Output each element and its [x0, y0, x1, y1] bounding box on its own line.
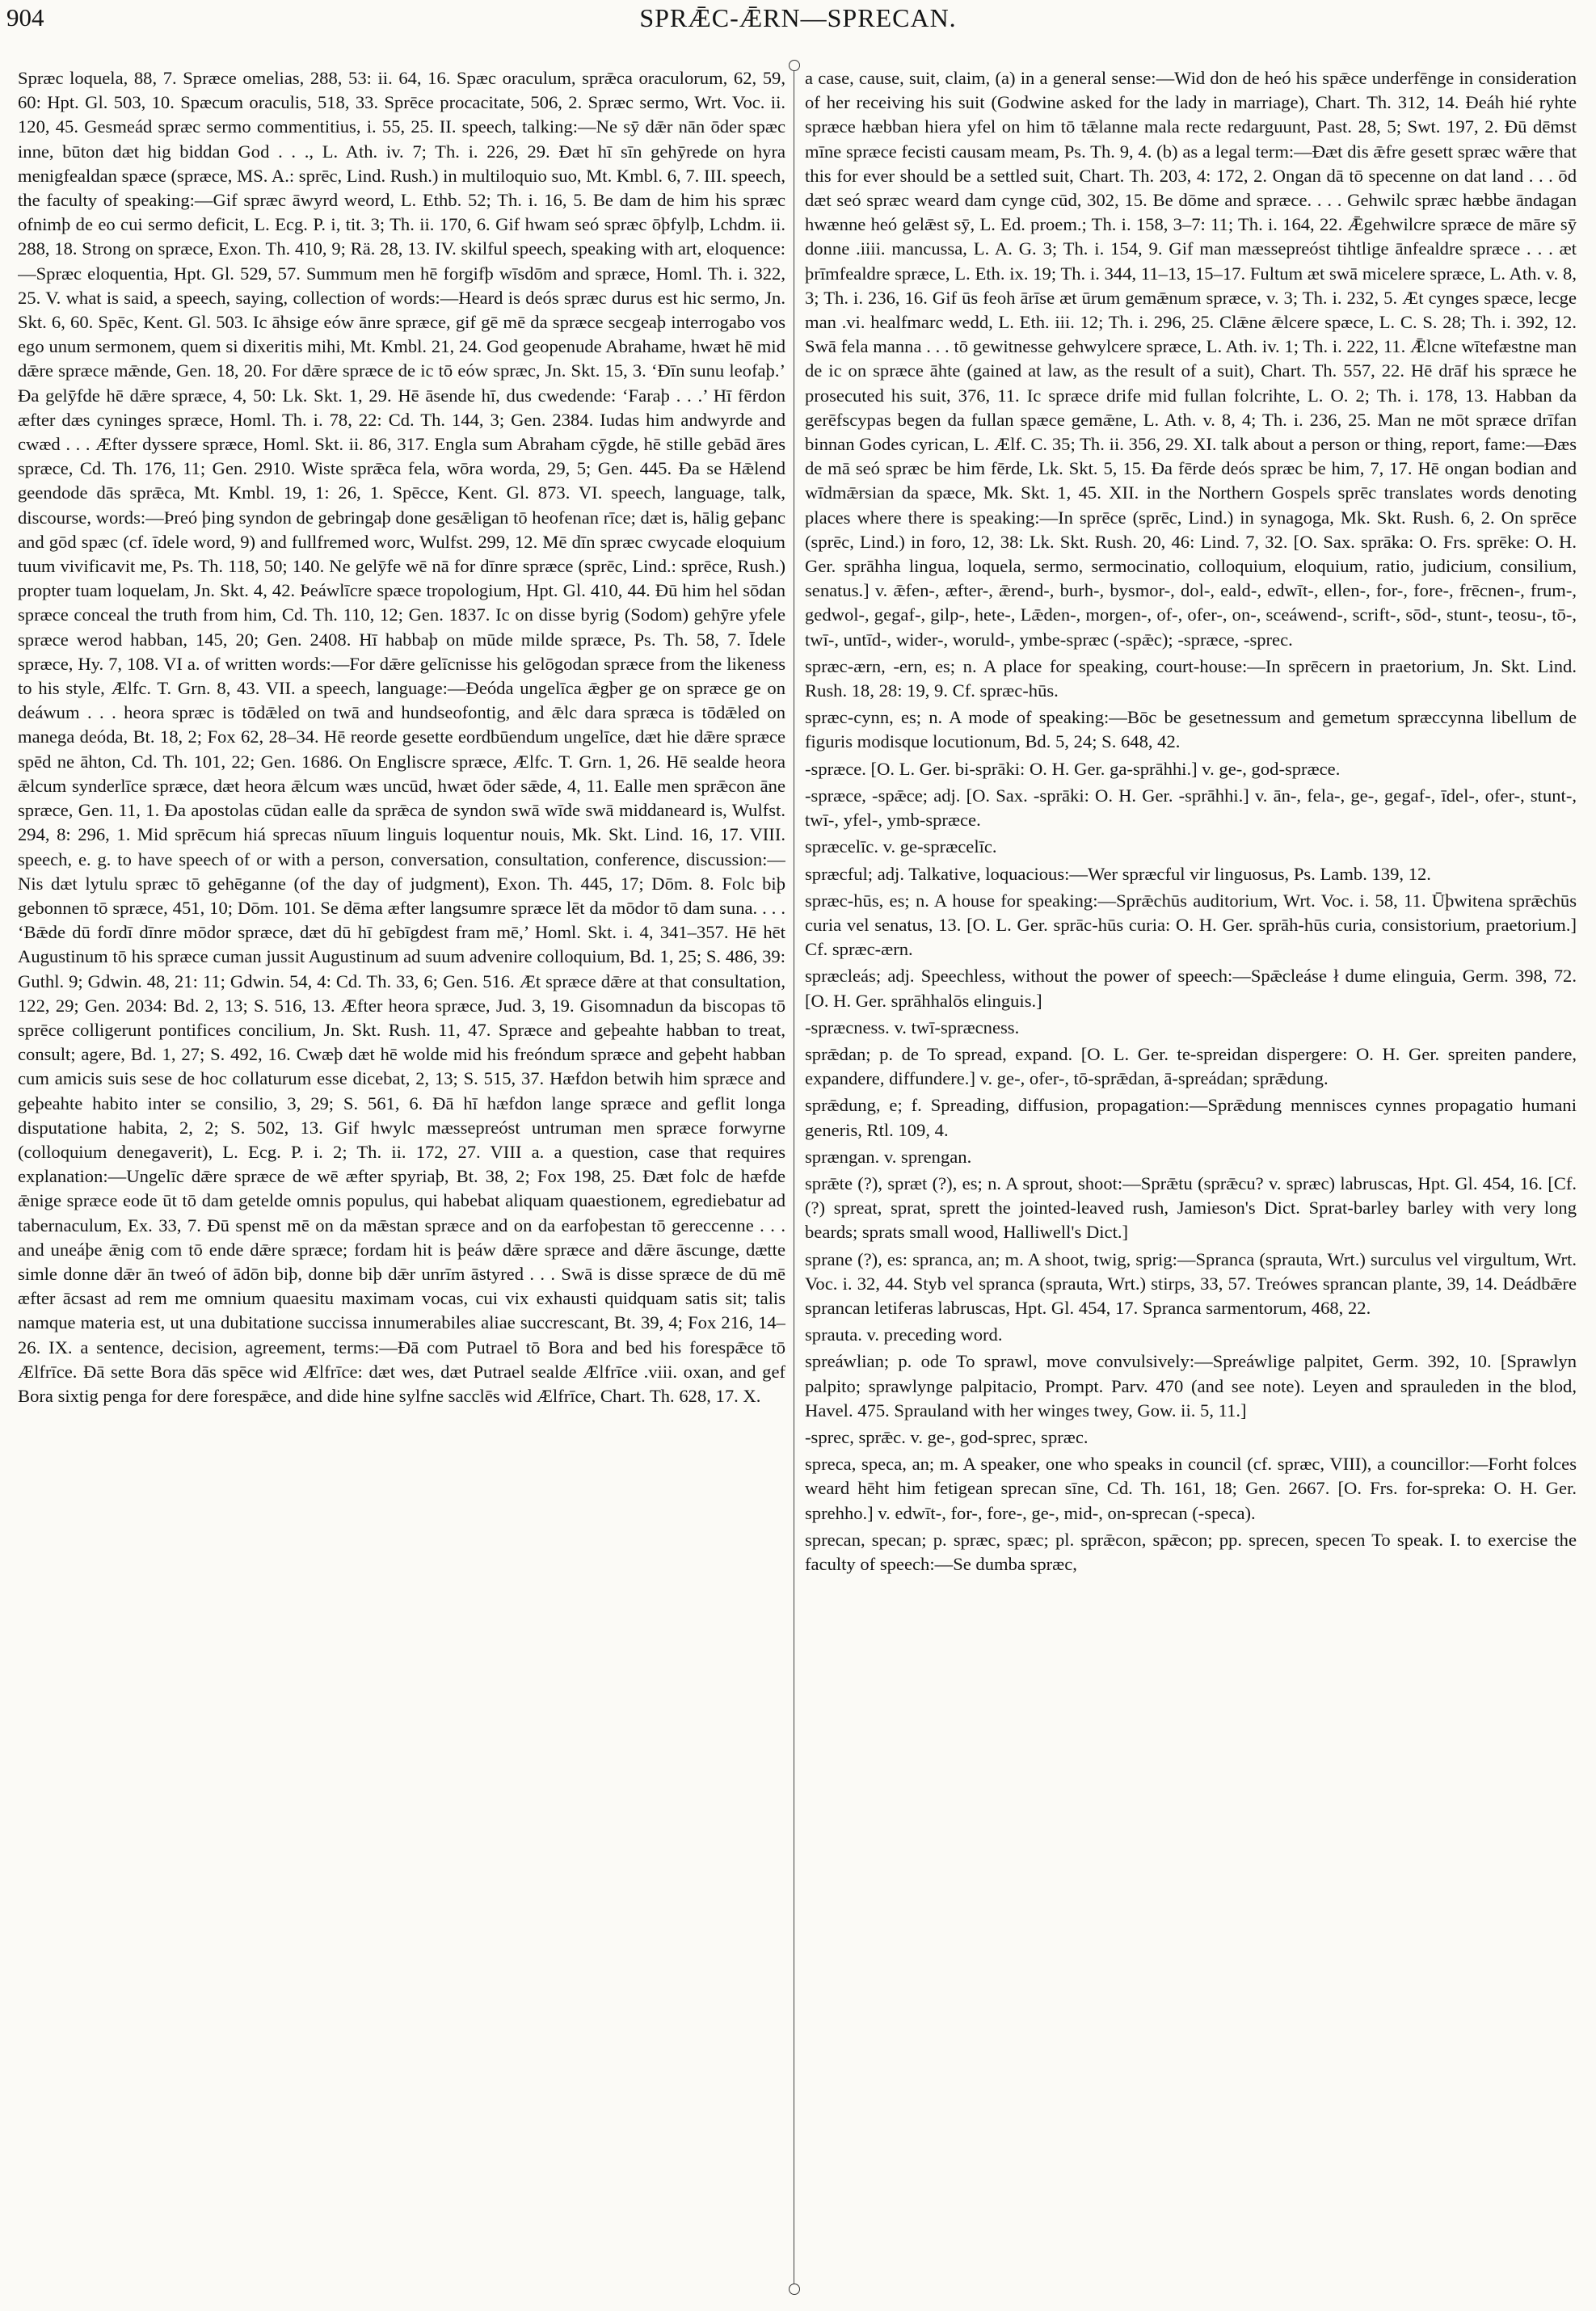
entry-spraengan: sprængan. v. sprengan. [805, 1146, 972, 1167]
entry-spraecness: -spræcness. v. twī-spræcness. [805, 1017, 1020, 1038]
entry-sprec: -sprec, sprǣc. v. ge-, god-sprec, spræc. [805, 1426, 1089, 1447]
entry-spraecelic: spræcelīc. v. ge-spræcelīc. [805, 836, 997, 857]
running-head: SPRǢC-ǢRN—SPRECAN. [639, 3, 957, 32]
entry-spraece-adj: -spræce, -spǣce; adj. [O. Sax. -sprāki: O. H. Ger. -sprāhhi.] v. ān-, fela-, ge-, gegaf-, īdel-, ofer-, stunt-, twī-, yfel-, ymb-spræce. [805, 785, 1577, 831]
entry-spraecleas: spræcleás; adj. Speechless, without the power of speech:—Spǣcleáse ł dume elinguia, Germ. 398, 72. [O. H. Ger. sprāhhalōs elinguis.] [805, 966, 1577, 1011]
entry-spraec-hus: spræc-hūs, es; n. A house for speaking:—Sprǣchūs auditorium, Wrt. Voc. i. 58, 11. Ūþwitena sprǣchūs curia vel senatus, 13. [O. L. Ger. sprāc-hūs curia: O. H. Ger. sprāh-hūs curia, consistorium, praetorium.] Cf. spræc-ærn. [805, 890, 1577, 960]
page-number: 904 [6, 3, 44, 32]
entry-spreawlian: spreáwlian; p. ode To sprawl, move convulsively:—Spreáwlige palpitet, Germ. 392, 10. [Sprawlyn palpito; sprawlynge palpitacio, Prompt. Parv. 470 (and see note). Leyen and sprauleden in the blod, Havel. 475. Sprauland with her winges twey, Gow. ii. 5, 11.] [805, 1351, 1577, 1421]
entry-continuation: a case, cause, suit, claim, (a) in a general sense:—Wid don de heó his spǣce underfēnge in consideration of her receiving his suit (Godwine asked for the lady in marriage), Chart. Th. 312, 14. Ðeáh hié ryhte spræce hæbban hiera yfel on him tō tǣlanne mala recte redarguunt, Past. 28, 5; Swt. 197, 2. Ðū dēmst mīne spræce fecisti causam meam, Ps. Th. 9, 4. (b) as a legal term:—Ðæt dis ǣfre gesett spræc wǣre that this for ever should be a settled suit, Chart. Th. 203, 4: 172, 2. Ongan dā tō specenne on dat land . . . ōd dæt seó spræc weard dam cynge cūd, 302, 15. Be dōme and spræce. . . . Gehwilc spræc hæbbe āndagan hwænne heó gelǣst sȳ, L. Ed. proem.; Th. i. 158, 3–7: 11; Th. i. 164, 22. Ǣgehwilcre spræce de māre sȳ donne .iiii. mancussa, L. A. G. 3; Th. i. 154, 9. Gif man mæssepreóst tihtlige ānfealdre spræce . . . æt þrīmfealdre spræce, L. Eth. ix. 19; Th. i. 344, 11–13, 15–17. Fultum æt swā micelere spræce, L. Ath. v. 8, 3; Th. i. 236, 16. Gif ūs feoh ārīse æt ūrum gemǣnum spræce, v. 3; Th. i. 232, 5. Æt cynges spæce, lecge man .vi. healfmarc wedd, L. Eth. iii. 12; Th. i. 296, 25. Clǣne ǣlcere spæce, L. C. S. 28; Th. i. 392, 12. Swā fela manna . . . tō gewitnesse gehwylcere spræce, L. Ath. iv. 1; Th. i. 222, 11. Ǣlcne wītefæstne man de ic on spræce āhte (gained at law, as the result of a suit), Chart. Th. 557, 22. Hē drāf his spræce he prosecuted his suit, 376, 11. Ic spræce drife mid fullan folcrihte, L. O. 2; Th. i. 178, 13. Habban da gerēfscypas begen da fullan spæce gemǣne, L. Ath. v. 8, 4; Th. i. 236, 25. Man ne mōt spræce drīfan binnan Godes cyrican, L. Ælf. C. 35; Th. ii. 356, 29. XI. talk about a person or thing, report, fame:—Ðæs de mā seó spræc be him fērde, Lk. Skt. 5, 15. Ða fērde deós spræc be him, 7, 17. Hē ongan bodian and wīdmǣrsian da spæce, Mk. Skt. 1, 45. XII. in the Northern Gospels sprēc translates words denoting places where there is speaking:—In sprēce (sprēc, Lind.) in synagoga, Mk. Skt. Rush. 6, 2. On sprēce (sprēc, Lind.) in foro, 12, 38: Lk. Skt. Rush. 20, 46: Lind. 7, 32. [O. Sax. sprāka: O. Frs. sprēke: O. H. Ger. sprāhha lingua, loquela, sermo, sermocinatio, colloquium, eloquium, ratio, judicium, consilium, senatus.] v. ǣfen-, æfter-, ǣrend-, burh-, bysmor-, dol-, eald-, edwīt-, ellen-, for-, fore-, frēcnen-, frum-, gedwol-, gegaf-, gilp-, hete-, Lǣden-, morgen-, of-, ofer-, on-, sceáwend-, scrift-, sōd-, stunt-, teosu-, tō-, twī-, untīd-, wider-, woruld-, ymbe-spræc (-spǣc); -spræce, -sprec. [805, 68, 1577, 650]
entry-spreca: spreca, speca, an; m. A speaker, one who speaks in council (cf. spræc, VIII), a councillor:—Forht folces weard hēht him fetigean sprecan sīne, Cd. Th. 161, 18; Gen. 2667. [O. Frs. for-spreka: O. H. Ger. sprehho.] v. edwīt-, for-, fore-, ge-, mid-, on-sprecan (-speca). [805, 1454, 1577, 1523]
right-column [805, 66, 1577, 2296]
entry-continuation: Spræc loquela, 88, 7. Spræce omelias, 288, 53: ii. 64, 16. Spæc oraculum, sprǣca oraculorum, 62, 59, 60: Hpt. Gl. 503, 10. Spæcum oraculis, 518, 33. Sprēce procacitate, 506, 2. Spræc sermo, Wrt. Voc. ii. 120, 45. Gesmeád spræc sermo commentitius, i. 55, 25. II. speech, talking:—Ne sȳ dǣr nān ōder spæc inne, būton dæt hig biddan God . . ., L. Ath. iv. 7; Th. i. 226, 29. Ðæt hī sīn gehȳrede on hyra menigfealdan spæce (spræce, MS. A.: sprēc, Lind. Rush.) in multiloquio suo, Mt. Kmbl. 6, 7. III. speech, the faculty of speaking:—Gif spræc āwyrd weord, L. Ethb. 52; Th. i. 16, 5. Be dam de him his spræc ofnimþ de eo cui sermo deficit, L. Ecg. P. i, tit. 3; Th. ii. 170, 6. Gif hwam seó spræc ōþfylþ, Lchdm. ii. 288, 18. Strong on spræce, Exon. Th. 410, 9; Rä. 28, 13. IV. skilful speech, speaking with art, eloquence:—Spræc eloquentia, Hpt. Gl. 529, 57. Summum men hē forgifþ wīsdōm and spræce, Homl. Th. i. 322, 25. V. what is said, a speech, saying, collection of words:—Heard is deós spræc durus est hic sermo, Jn. Skt. 6, 60. Spēc, Kent. Gl. 503. Ic āhsige eów ānre spræce, gif gē mē da spræce secgeaþ interrogabo vos ego unum sermonem, quem si dixeritis mihi, Mt. Kmbl. 21, 24. God geopenude Abrahame, hwæt hē mid dǣre spræce mǣnde, Gen. 18, 20. For dǣre spræce de ic tō eów spræc, Jn. Skt. 15, 3. ‘Ðīn sunu leofaþ.’ Ða gelȳfde hē dǣre spræce, 4, 50: Lk. Skt. 1, 29. Hē āsende hī, dus cwedende: ‘Faraþ . . .’ Hī fērdon æfter dæs cyninges spræce, Homl. Th. i. 78, 22: Cd. Th. 144, 3; Gen. 2384. Iudas him andwyrde and cwæd . . . Æfter dyssere spræce, Homl. Skt. ii. 86, 317. Engla sum Abraham cȳgde, hē stille gebād āres spræce, Cd. Th. 176, 11; Gen. 2910. Wiste sprǣca fela, wōra worda, 29, 5; Gen. 445. Ða se Hǣlend geendode dās sprǣca, Mt. Kmbl. 19, 1: 26, 1. Spēcce, Kent. Gl. 873. VI. speech, language, talk, discourse, words:—Þreó þing syndon de gebringaþ done gesǣligan tō heofenan rīce; dæt is, hālig geþanc and gōd spæc (cf. īdele word, 9) and fullfremed worc, Wulfst. 299, 12. Mē dīn spræc cwycade eloquium tuum vivificavit me, Ps. Th. 118, 50; 140. Ne gelȳfe wē nā for dīnre spræce (sprēc, Lind.: sprēce, Rush.) propter tuam loquelam, Jn. Skt. 4, 42. Þeáwlīcre spæce tropologium, Hpt. Gl. 410, 44. Ðū him hel sōdan spræce conceal the truth from him, Cd. Th. 110, 12; Gen. 1837. Ic on disse byrig (Sodom) gehȳre yfele spræce werod habban, 145, 20; Gen. 2408. Hī habbaþ on mūde milde spræce, Ps. Th. 58, 7. Īdele spræce, Hy. 7, 108. VI a. of written words:—For dǣre gelīcnisse his gelōgodan spræce from the likeness to his style, Ælfc. T. Grn. 8, 43. VII. a speech, language:—Ðeóda ungelīca ǣgþer ge on spræce ge on deáwum . . . heora spræc is tōdǣled on twā and hundseofontig, and ǣlc dara spræca is tōdǣled on manega deóda, Bt. 18, 2; Fox 62, 28–34. Hē reorde gesette eordbūendum ungelīce, dæt hie dǣre spræce spēd ne āhton, Cd. Th. 101, 22; Gen. 1686. On Engliscre spræce, Ælfc. T. Grn. 1, 26. Hē sealde heora ǣlcum synderlīce spræce, dæt heora ǣlcum wæs uncūd, hwæt ōder sǣde, 4, 11. Ealle men sprǣcon āne spræce, Gen. 11, 1. Ða apostolas cūdan ealle da sprǣca de syndon swā wīde swā middaneard is, Wulfst. 294, 8: 296, 1. Mid sprēcum hiá sprecas nīuum linguis loquentur nouis, Mk. Skt. Lind. 16, 17. VIII. speech, e. g. to have speech of or with a person, conversation, consultation, conference, discussion:—Nis dæt lytulu spræc tō gehēganne (of the day of judgment), Exon. Th. 445, 17; Dōm. 8. Folc biþ gebonnen tō spræce, 451, 10; Dōm. 101. Se dēma æfter langsumre spræce lēt da mōdor tō dam suna. . . . ‘Bǣde dū fordī dīnre mōdor spræce, dæt dū hī gebīgdest fram mē,’ Homl. Skt. i. 4, 341–357. Hē hēt Augustinum tō his spræce cuman jussit Augustinum ad suum advenire colloquium, Bd. 1, 25; S. 486, 39: Guthl. 9; Gdwin. 48, 21: 11; Gdwin. 54, 4: Cd. Th. 33, 6; Gen. 516. Æt spræce dǣre at that consultation, 122, 29; Gen. 2034: Bd. 2, 13; S. 516, 13. Æfter heora spræce, Jud. 3, 19. Gisomnadun da biscopas tō sprēce colligerunt pontifices concilium, Jn. Skt. Rush. 11, 47. Spræce and geþeahte habban to treat, consult; agere, Bd. 1, 27; S. 492, 16. Cwæþ dæt hē wolde mid his freóndum spræce and geþeht habban cum amicis suis sese de hoc collaturum esse dicebat, 2, 13; S. 515, 37. Hæfdon betwih him spræce and geþeahte habito inter se consilio, 3, 29; S. 561, 6. Ðā hī hæfdon lange spræce and geflit longa disputatione habita, 2, 2; S. 502, 13. Gif hwylc mæssepreóst untruman men spræce forwyrne (colloquium denegaverit), L. Ecg. P. i. 2; Th. ii. 172, 27. VIII a. a question, case that requires explanation:—Ungelīc dǣre spræce de wē æfter spyriaþ, Bt. 38, 2; Fox 198, 25. Ðæt folc de hæfde ǣnige spræce eode ūt tō dam getelde omnis populus, qui habebat aliquam quaestionem, egrediebatur ad tabernaculum, Ex. 33, 7. Ðū spenst mē on da mǣstan spræce and on da earfoþestan tō gereccenne . . . and uneáþe ǣnig com tō ende dǣre spræce; fordam hit is þeáw dǣre spræce and dǣre āscunge, dætte simle donne dǣr ān tweó of ādōn biþ, donne biþ dǣr unrīm āstyred . . . Swā is disse spræce de dū mē æfter ācsast ad rem me omnium quaesitu maximam vocas, cui vix exhausti quidquam satis sit; talis namque materia est, ut una dubitatione succissa innumerabiles aliae succrescant, Bt. 39, 4; Fox 216, 14–26. IX. a sentence, decision, agreement, terms:—Ðā com Putrael tō Bora and bed his forespǣce tō Ælfrīce. Ðā sette Bora dās spēce wid Ælfrīce: dæt wes, dæt Putrael sealde Ælfrīce .viii. oxan, and gef Bora sixtig penga for dere forespǣce, and dide hine sylfne sacclēs wid Ælfrīce, Chart. Th. 628, 17. X. [18, 68, 785, 1406]
entry-sprecan: sprecan, specan; p. spræc, spæc; pl. sprǣcon, spǣcon; pp. sprecen, specen To speak. I. to exercise the faculty of speech:—Se dumba spræc, [805, 1529, 1577, 1574]
entry-sprane: sprane (?), es: spranca, an; m. A shoot, twig, sprig:—Spranca (sprauta, Wrt.) surculus vel virgultum, Wrt. Voc. i. 32, 44. Styb vel spranca (sprauta, Wrt.) stirps, 33, 57. Treówes sprancan plante, 39, 14. Deádbǣre sprancan letiferas labruscas, Hpt. Gl. 454, 17. Spranca sarmentorum, 468, 22. [805, 1248, 1577, 1318]
entry-spraecful: spræcful; adj. Talkative, loquacious:—Wer spræcful vir linguosus, Ps. Lamb. 139, 12. [805, 863, 1431, 884]
entry-spraec-cynn: spræc-cynn, es; n. A mode of speaking:—Bōc be gesetnessum and gemetum spræccynna libellum de figuris modisque locutionum, Bd. 5, 24; S. 648, 42. [805, 707, 1577, 752]
divider-ornament-top [789, 60, 800, 71]
left-column [18, 66, 785, 2296]
entry-spraedung: sprǣdung, e; f. Spreading, diffusion, propagation:—Sprǣdung mennisces cynnes propagatio humani generis, Rtl. 109, 4. [805, 1095, 1577, 1140]
entry-spraete: sprǣte (?), spræt (?), es; n. A sprout, shoot:—Sprǣtu (sprǣcu? v. spræc) labruscas, Hpt. Gl. 454, 16. [Cf. (?) spreat, sprat, sprett the jointed-leaved rush, Jamieson's Dict. Sprat-barley barley with very long beards; sprats small wood, Halliwell's Dict.] [805, 1172, 1577, 1243]
entry-sprauta: sprauta. v. preceding word. [805, 1324, 1003, 1345]
entry-spraec-aern: spræc-ærn, -ern, es; n. A place for speaking, court-house:—In sprēcern in praetorium, Jn. Skt. Lind. Rush. 18, 28: 19, 9. Cf. spræc-hūs. [805, 655, 1577, 701]
entry-spraedan: sprǣdan; p. de To spread, expand. [O. L. Ger. te-spreidan dispergere: O. H. Ger. spreiten pandere, expandere, diffundere.] v. ge-, ofer-, tō-sprǣdan, ā-spreádan; sprǣdung. [805, 1043, 1577, 1089]
divider-ornament-bottom [789, 2284, 800, 2295]
entry-spraece-noun: -spræce. [O. L. Ger. bi-sprāki: O. H. Ger. ga-sprāhhi.] v. ge-, god-spræce. [805, 758, 1341, 779]
page-header [0, 0, 1596, 48]
